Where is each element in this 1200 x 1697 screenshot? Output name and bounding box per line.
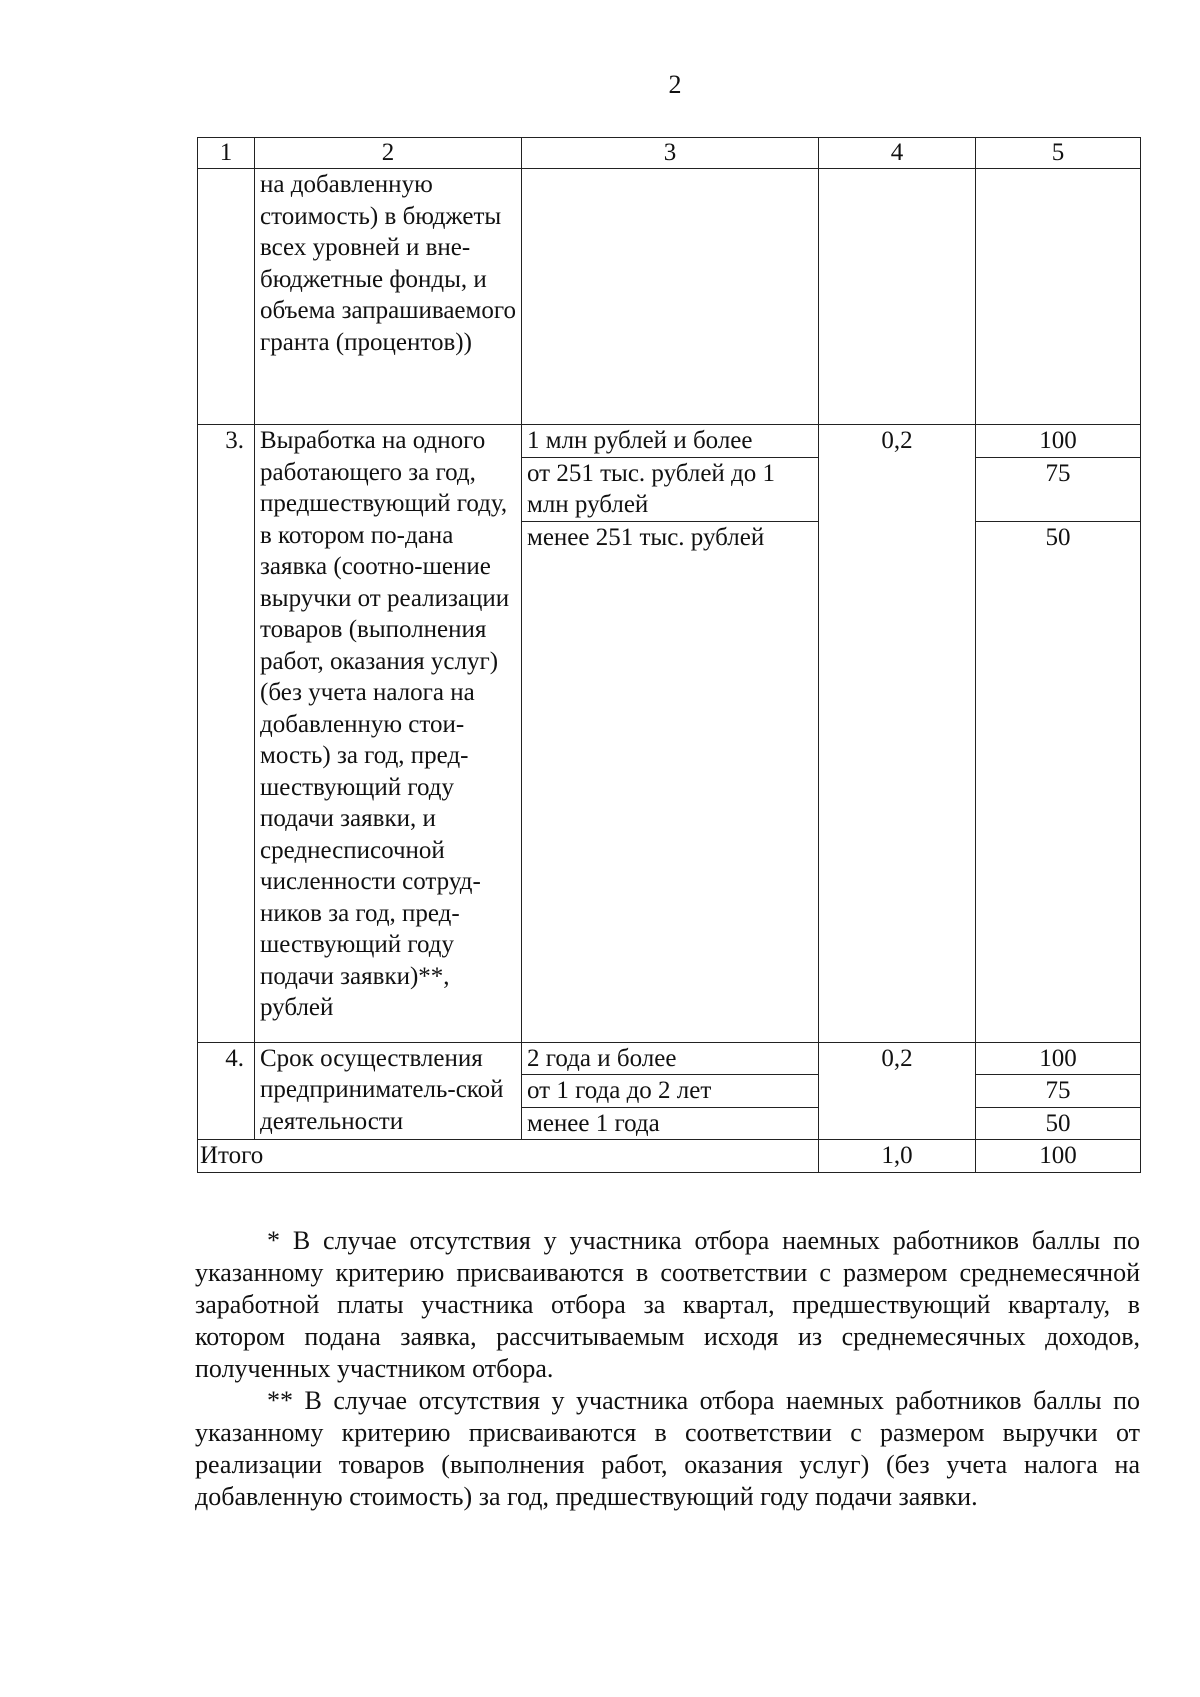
weight-cell: 0,2	[819, 425, 976, 1043]
condition-cell: 1 млн рублей и более	[522, 425, 819, 458]
table-header-row	[198, 138, 1141, 169]
page-number: 2	[668, 70, 682, 99]
score-cell: 50	[976, 1107, 1141, 1140]
condition-cell: менее 1 года	[522, 1107, 819, 1140]
table-cell	[522, 169, 819, 425]
table-cell	[976, 169, 1141, 425]
weight-cell: 0,2	[819, 1042, 976, 1140]
header-cell: 5	[976, 138, 1141, 169]
condition-cell: менее 251 тыс. рублей	[522, 521, 819, 1042]
score-cell: 50	[976, 521, 1141, 1042]
header-cell: 2	[255, 138, 522, 169]
total-score: 100	[976, 1140, 1141, 1173]
criterion-text: Срок осуществления предприниматель-ской деятельности	[255, 1042, 522, 1140]
table-row-4	[198, 1042, 1141, 1075]
header-cell: 3	[522, 138, 819, 169]
condition-cell: от 251 тыс. рублей до 1 млн рублей	[522, 457, 819, 521]
score-cell: 100	[976, 425, 1141, 458]
criterion-text: на добавленную стоимость) в бюджеты всех уровней и вне-бюджетные фонды, и объема запрашиваемого гранта (процентов))	[255, 169, 522, 425]
total-weight: 1,0	[819, 1140, 976, 1173]
condition-cell: 2 года и более	[522, 1042, 819, 1075]
row-number: 4.	[198, 1042, 255, 1140]
criteria-table	[197, 137, 1141, 1173]
condition-cell: от 1 года до 2 лет	[522, 1075, 819, 1108]
footnote-1: * В случае отсутствия у участника отбора наемных работников баллы по указанному критерию присваиваются в соответствии с размером среднемесячной заработной платы участника отбора за квартал, предшествующий кварталу, в котором подана заявка, рассчитываемым исходя из среднемесячных доходов, полученных участником отбора.	[195, 1226, 1140, 1383]
footnote-2: ** В случае отсутствия у участника отбора наемных работников баллы по указанному критерию присваиваются в соответствии с размером выручки от реализации товаров (выполнения работ, оказания услуг) (без учета налога на добавленную стоимость) за год, предшествующий году подачи заявки.	[195, 1386, 1140, 1511]
footnotes	[195, 1225, 1140, 1513]
table-row-total	[198, 1140, 1141, 1173]
score-cell: 100	[976, 1042, 1141, 1075]
table-row-continuation	[198, 169, 1141, 425]
header-cell: 4	[819, 138, 976, 169]
score-cell: 75	[976, 1075, 1141, 1108]
total-label: Итого	[198, 1140, 819, 1173]
table-cell	[198, 169, 255, 425]
score-cell: 75	[976, 457, 1141, 521]
criterion-text: Выработка на одного работающего за год, предшествующий году, в котором по-дана заявка (соотно-шение выручки от реализации товаров (выполнения работ, оказания услуг) (без учета налога на добавленную стои-мость) за год, пред-шествующий году подачи заявки, и среднесписочной численности сотруд-ников за год, пред-шествующий году подачи заявки)**, рублей	[255, 425, 522, 1043]
header-cell: 1	[198, 138, 255, 169]
table-row-3	[198, 425, 1141, 458]
table-cell	[819, 169, 976, 425]
row-number: 3.	[198, 425, 255, 1043]
